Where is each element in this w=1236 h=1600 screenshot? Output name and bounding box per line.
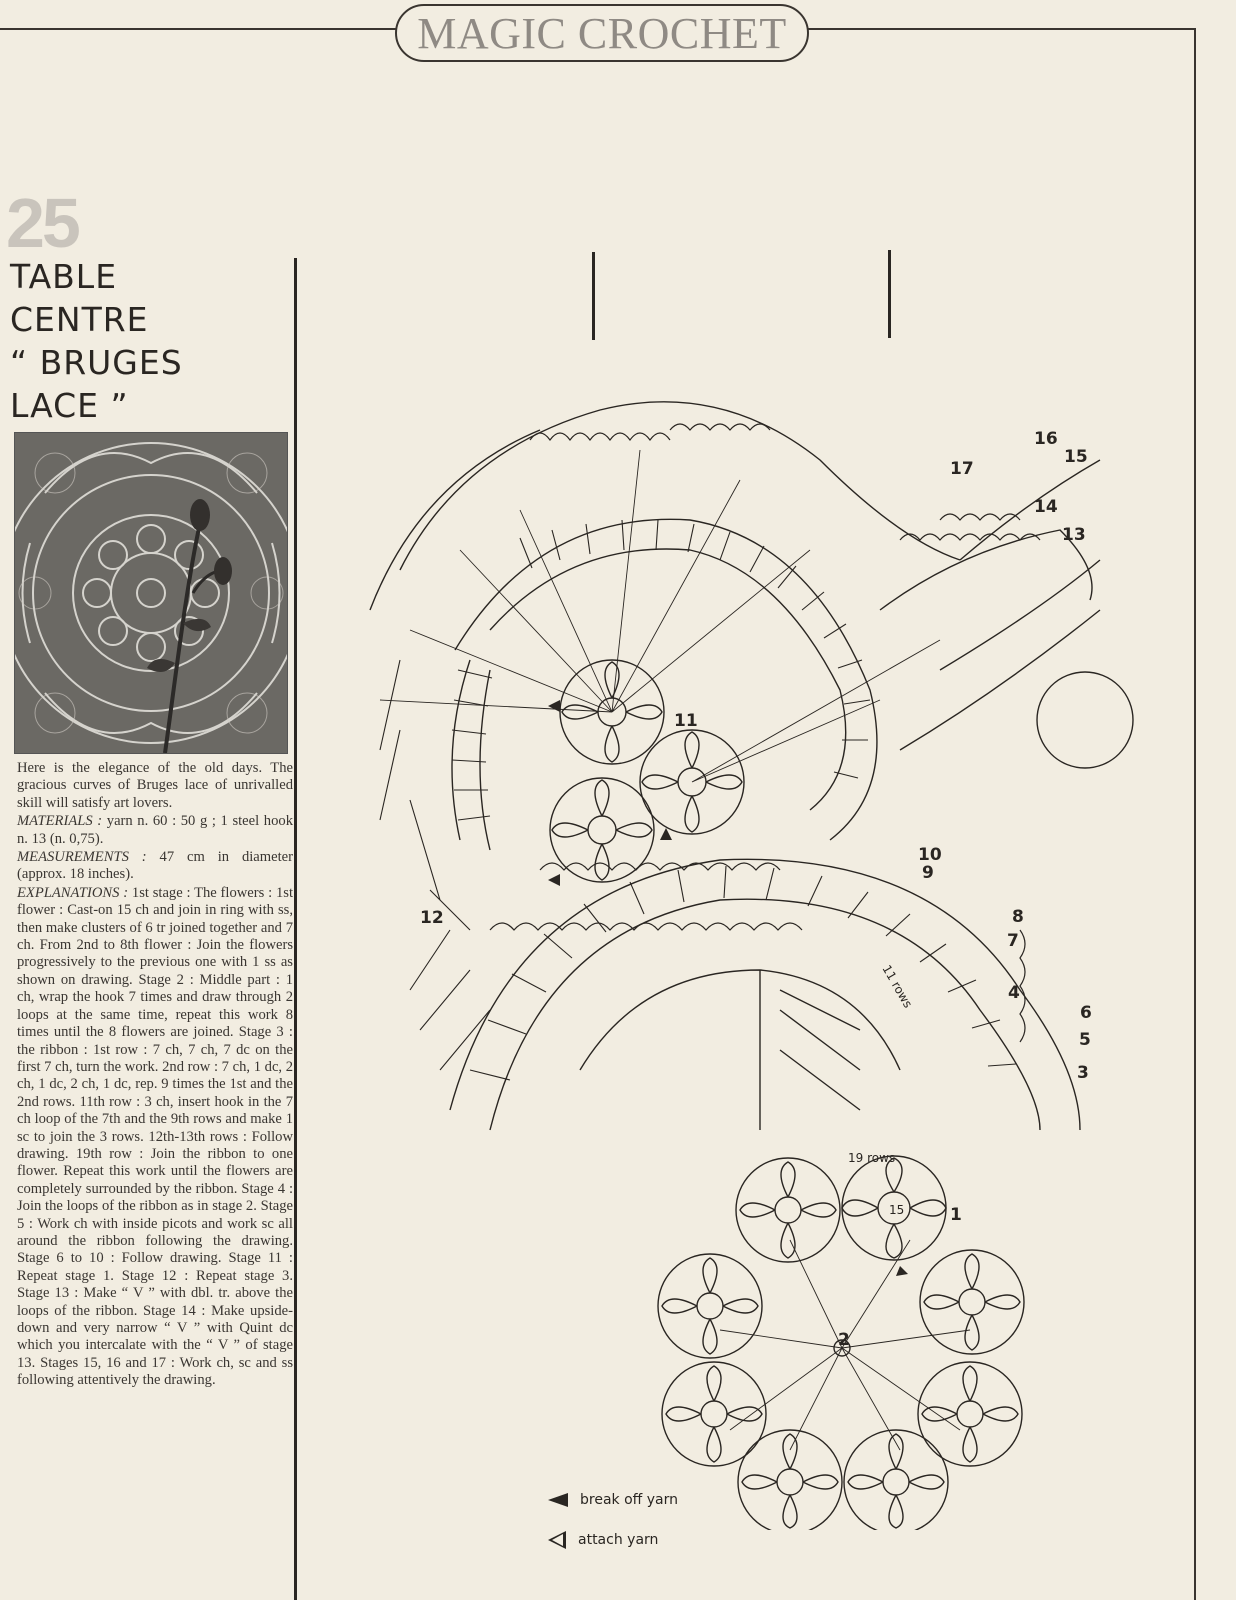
stage-label: 5	[1079, 1030, 1091, 1050]
explanations-paragraph	[17, 885, 293, 1390]
stage-label: 14	[1034, 497, 1058, 517]
lower-flower	[918, 1362, 1022, 1466]
filled-triangle-icon	[548, 1493, 568, 1507]
lower-flower	[662, 1362, 766, 1466]
lace-photo-image	[15, 433, 287, 753]
diagram-legend	[548, 1488, 678, 1552]
measurements-text: 47 cm in diameter (approx. 18 inches).	[17, 849, 293, 883]
stage-label: 7	[1007, 931, 1019, 951]
stage-label: 9	[922, 863, 934, 883]
title-line: “ BRUGES	[10, 343, 183, 382]
rows-annotation: 19 rows	[848, 1151, 896, 1165]
legend-label: attach yarn	[578, 1532, 659, 1548]
lower-flower	[920, 1250, 1024, 1354]
intro-paragraph: Here is the elegance of the old days. The gracious curves of Bruges lace of unrivalled skill will satisfy art lovers.	[17, 760, 293, 811]
lower-flower	[658, 1254, 762, 1358]
measurements-label: MEASUREMENTS :	[17, 849, 147, 866]
title-line: TABLE	[10, 257, 118, 296]
stage-label: 11	[674, 711, 698, 731]
stage-label: 12	[420, 908, 444, 928]
rows-annotation: 11 rows	[879, 962, 916, 1011]
stage-label: 8	[1012, 907, 1024, 927]
stage-label: 17	[950, 459, 974, 479]
explanations-label: EXPLANATIONS :	[17, 884, 129, 901]
guide-line-right	[888, 250, 891, 338]
stage-label: 16	[1034, 429, 1058, 449]
upper-flower	[550, 778, 654, 882]
magazine-masthead	[395, 4, 809, 62]
instructions-text	[17, 760, 293, 1391]
column-divider	[294, 258, 297, 1600]
lace-photo	[14, 432, 288, 754]
lower-flower	[738, 1430, 842, 1530]
legend-row-attach	[548, 1528, 678, 1552]
stage-label: 4	[1008, 983, 1020, 1003]
measurements-paragraph	[17, 849, 293, 884]
explanations-text: 1st stage : The flowers : 1st flower : Cast-on 15 ch and join in ring with ss, then make clusters of 6 tr joined together and 7 ch. From 2nd to 8th flower : Join the flowers progressively to the previous one with 1 ss as shown on drawing. Stage 2 : Middle part : 1 ch, wrap the hook 7 times and draw through 2 loops at the same time, repeat this work 8 times until the 8 flowers are joined. Stage 3 : the ribbon : 1st row : 7 ch, 7 ch, 7 dc on the first 7 ch, turn the work. 2nd row : 7 ch, 1 dc, 2 ch, 1 dc, 2 ch, 1 dc, rep. 9 times the 1st and the 2nd rows. 11th row : 3 ch, insert hook in the 7 ch loop of the 7th and the 9th rows and make 1 sc to join the 3 rows. 12th-13th rows : Follow drawing. 19th row : Join the ribbon to one flower. Repeat this work until the flowers are completely surrounded by the ribbon. Stage 4 : Join the loops of the ribbon as in stage 2. Stage 5 : Work ch with inside picots and work sc all around the ribbon following the drawing. Stage 6 to 10 : Follow drawing. Stage 11 : Repeat stage 1. Stage 12 : Repeat stage 3. Stage 13 : Make “ V ” with dbl. tr. above the loops of the ribbon. Stage 14 : Make upside-down and very narrow “ V ” with Quint dc which you intercalate with the “ V ” of stage 13. Stages 15, 16 and 17 : Work ch, sc and ss following attentively the drawing.	[17, 884, 294, 1389]
title-line: LACE ”	[10, 386, 129, 425]
materials-label: MATERIALS :	[17, 813, 103, 830]
pattern-title	[10, 255, 290, 427]
stage-label: 15	[1064, 447, 1088, 467]
center-annotation: 15	[889, 1203, 905, 1217]
stage-label: 13	[1062, 525, 1086, 545]
stage-label: 2	[838, 1330, 850, 1350]
open-triangle-icon	[548, 1531, 566, 1549]
title-line: CENTRE	[10, 300, 149, 339]
crochet-diagram	[340, 370, 1200, 1530]
stage-label: 1	[950, 1205, 962, 1225]
stage-label: 10	[918, 845, 942, 865]
lower-flower	[736, 1158, 840, 1262]
materials-paragraph	[17, 813, 293, 848]
guide-line-left	[592, 252, 595, 340]
materials-text: yarn n. 60 : 50 g ; 1 steel hook n. 13 (n. 0,75).	[17, 813, 293, 847]
magazine-title: MAGIC CROCHET	[417, 8, 787, 58]
stage-label: 3	[1077, 1063, 1089, 1083]
legend-row-break	[548, 1488, 678, 1512]
pattern-number: 25	[6, 184, 78, 262]
lower-flower	[844, 1430, 948, 1530]
legend-label: break off yarn	[580, 1492, 678, 1508]
stage-label: 6	[1080, 1003, 1092, 1023]
